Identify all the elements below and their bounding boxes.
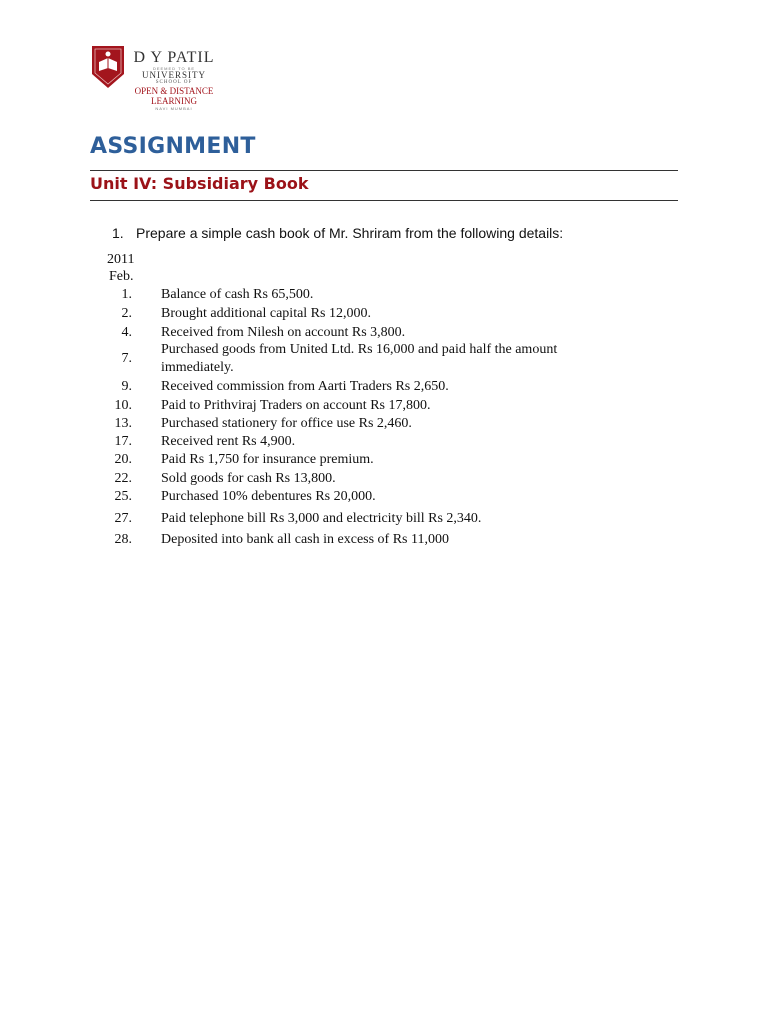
entry-text: Received commission from Aarti Traders Rs 2,650.	[161, 379, 449, 394]
year-label: 2011	[107, 252, 135, 267]
list-item	[100, 324, 620, 341]
logo-odl-line1: OPEN & DISTANCE	[134, 86, 214, 96]
university-seal-icon	[90, 44, 126, 90]
entry-day: 4.	[121, 325, 132, 340]
entry-text: Balance of cash Rs 65,500.	[161, 287, 314, 302]
transaction-list	[100, 286, 620, 549]
logo-school: SCHOOL OF	[155, 80, 193, 85]
entry-text: Paid telephone bill Rs 3,000 and electricity bill Rs 2,340.	[161, 511, 482, 526]
divider	[90, 170, 678, 171]
entry-text: Deposited into bank all cash in excess of Rs 11,000	[161, 532, 449, 547]
logo-odl-line2: LEARNING	[151, 96, 197, 106]
list-item	[100, 451, 620, 470]
list-item	[100, 397, 620, 415]
entry-day: 7.	[121, 351, 132, 366]
question	[112, 225, 563, 241]
list-item	[100, 341, 620, 378]
entry-day: 22.	[114, 471, 132, 486]
logo-name: D Y PATIL	[133, 49, 215, 66]
logo-location: NAVI MUMBAI	[155, 106, 193, 111]
entry-day: 27.	[114, 511, 132, 526]
question-number: 1.	[112, 225, 124, 241]
logo-university: UNIVERSITY	[142, 70, 206, 80]
entry-day: 9.	[121, 379, 132, 394]
divider	[90, 200, 678, 201]
entry-text: Purchased stationery for office use Rs 2,460.	[161, 416, 412, 431]
entry-text: Received from Nilesh on account Rs 3,800.	[161, 325, 406, 340]
entry-day: 20.	[114, 452, 132, 467]
list-item	[100, 415, 620, 433]
entry-text: Received rent Rs 4,900.	[161, 434, 296, 449]
list-item	[100, 507, 620, 531]
entry-day: 17.	[114, 434, 132, 449]
list-item	[100, 286, 620, 305]
logo-wordmark	[128, 50, 220, 111]
page-title: ASSIGNMENT	[90, 134, 256, 159]
entry-text: Paid to Prithviraj Traders on account Rs 17,800.	[161, 398, 431, 413]
list-item	[100, 305, 620, 324]
entry-day: 2.	[121, 306, 132, 321]
entry-text: Purchased goods from United Ltd. Rs 16,000 and paid half the amount immediately.	[161, 342, 558, 375]
month-label: Feb.	[109, 269, 134, 284]
entry-day: 1.	[121, 287, 132, 302]
entry-day: 28.	[114, 532, 132, 547]
list-item	[100, 470, 620, 488]
entry-text: Sold goods for cash Rs 13,800.	[161, 471, 336, 486]
list-item	[100, 531, 620, 549]
entry-text: Paid Rs 1,750 for insurance premium.	[161, 452, 374, 467]
entry-day: 13.	[114, 416, 132, 431]
list-item	[100, 378, 620, 397]
entry-text: Brought additional capital Rs 12,000.	[161, 306, 371, 321]
question-text: Prepare a simple cash book of Mr. Shriram from the following details:	[136, 225, 564, 241]
entry-day: 25.	[114, 489, 132, 504]
entry-day: 10.	[114, 398, 132, 413]
entry-text: Purchased 10% debentures Rs 20,000.	[161, 489, 376, 504]
logo-tagline: DEEMED TO BE	[152, 66, 196, 71]
unit-title: Unit IV: Subsidiary Book	[90, 174, 309, 193]
list-item	[100, 433, 620, 451]
university-logo	[90, 44, 220, 116]
list-item	[100, 488, 620, 507]
